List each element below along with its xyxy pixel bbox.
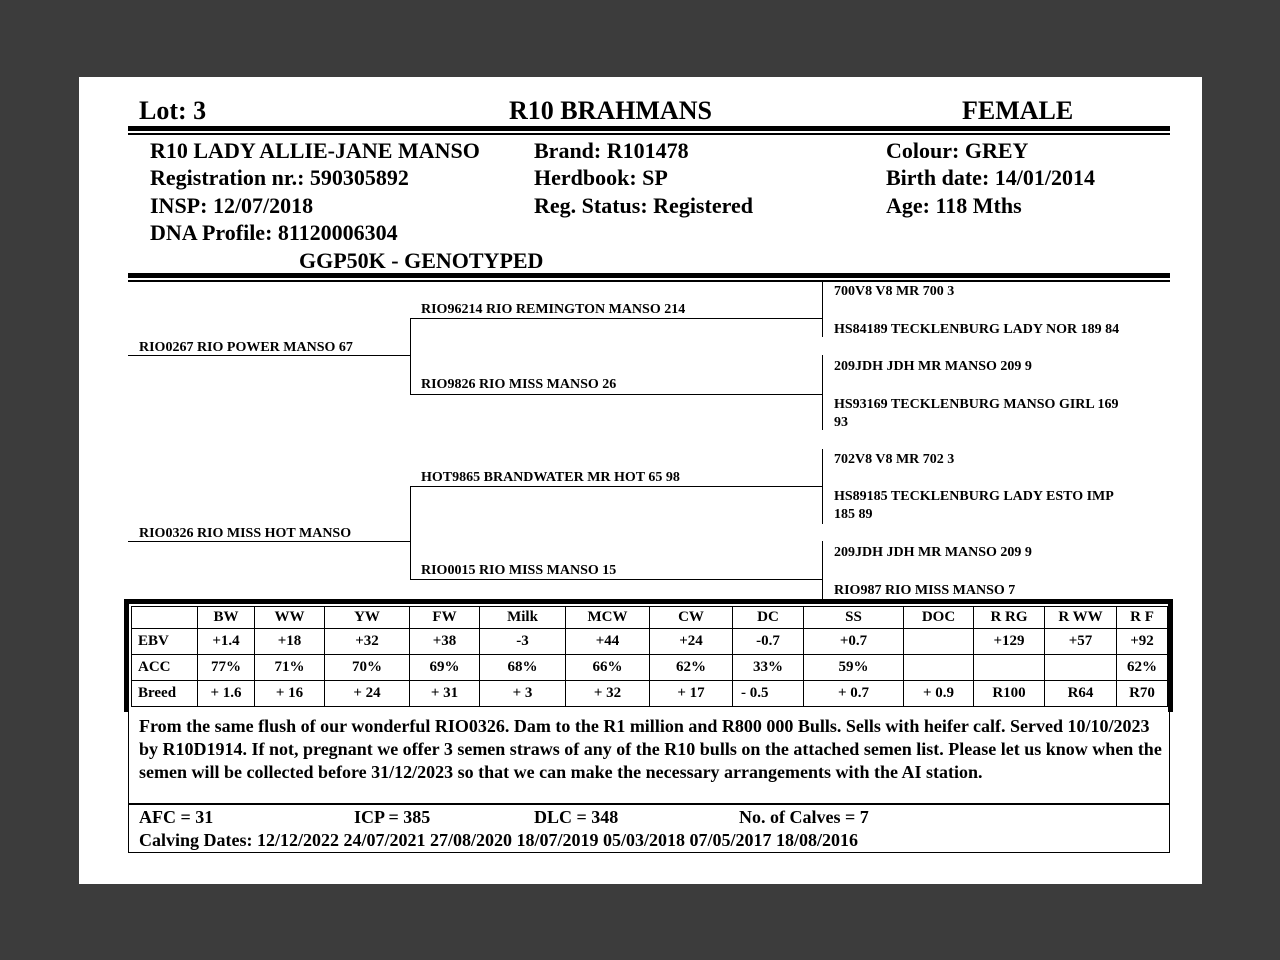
- icp: ICP = 385: [354, 807, 431, 827]
- genotype-status: GGP50K - GENOTYPED: [299, 248, 544, 273]
- lot-number: Lot: 3: [139, 96, 207, 125]
- ebv-cell: +32: [325, 629, 410, 655]
- catalogue-page: [79, 77, 1202, 884]
- ebv-column-header: DOC: [904, 607, 974, 629]
- pedigree-sire: RIO0267 RIO POWER MANSO 67: [139, 340, 353, 355]
- ebv-cell: 62%: [1117, 655, 1168, 681]
- ebv-column-header: [132, 607, 198, 629]
- ebv-cell: [1045, 655, 1117, 681]
- ebv-column-header: WW: [255, 607, 325, 629]
- pedigree-line: [822, 282, 823, 337]
- ebv-cell: - 0.5: [733, 681, 804, 707]
- inspection-date: INSP: 12/07/2018: [150, 193, 314, 218]
- ebv-cell: +57: [1045, 629, 1117, 655]
- stud-name: R10 BRAHMANS: [509, 96, 712, 125]
- ebv-header-row: [132, 607, 1168, 629]
- pedigree-ggp-8: RIO987 RIO MISS MANSO 7: [834, 583, 1016, 598]
- ebv-column-header: MCW: [566, 607, 650, 629]
- pedigree-ggp-4: HS93169 TECKLENBURG MANSO GIRL 169: [834, 397, 1119, 412]
- pedigree-line: [410, 394, 822, 395]
- ebv-cell: R70: [1117, 681, 1168, 707]
- pedigree-line: [128, 355, 410, 356]
- animal-name: R10 LADY ALLIE-JANE MANSO: [150, 138, 480, 163]
- ebv-cell: [904, 655, 974, 681]
- ebv-cell: +129: [974, 629, 1045, 655]
- ebv-cell: -0.7: [733, 629, 804, 655]
- pedigree-line: [410, 486, 411, 579]
- header-rule-thin: [128, 133, 1170, 135]
- calving-footer: [128, 804, 1170, 853]
- pedigree-line: [822, 541, 823, 601]
- ebv-column-header: R WW: [1045, 607, 1117, 629]
- ebv-column-header: R F: [1117, 607, 1168, 629]
- ebv-row-label: Breed: [132, 681, 198, 707]
- pedigree-sire-sire: RIO96214 RIO REMINGTON MANSO 214: [421, 302, 686, 317]
- ebv-top-rule: [124, 599, 1173, 604]
- ebv-row: [132, 655, 1168, 681]
- ebv-cell: R64: [1045, 681, 1117, 707]
- brand: Brand: R101478: [534, 138, 689, 163]
- pedigree-ggp-3: 209JDH JDH MR MANSO 209 9: [834, 359, 1032, 374]
- ebv-cell: +92: [1117, 629, 1168, 655]
- colour: Colour: GREY: [886, 138, 1029, 163]
- ebv-column-header: YW: [325, 607, 410, 629]
- ebv-cell: 70%: [325, 655, 410, 681]
- calving-dates: Calving Dates: 12/12/2022 24/07/2021 27/08/2020 18/07/2019 05/03/2018 07/05/2017 18/08/2016: [139, 830, 859, 850]
- ebv-cell: + 31: [410, 681, 480, 707]
- pedigree-ggp-4-cont: 93: [834, 415, 848, 430]
- pedigree-line: [410, 486, 822, 487]
- ebv-row-label: ACC: [132, 655, 198, 681]
- ebv-right-rule: [1168, 599, 1173, 712]
- pedigree-ggp-1: 700V8 V8 MR 700 3: [834, 284, 955, 299]
- info-rule-thick: [128, 273, 1170, 278]
- ebv-cell: 66%: [566, 655, 650, 681]
- ebv-column-header: BW: [198, 607, 255, 629]
- pedigree-dam-sire: HOT9865 BRANDWATER MR HOT 65 98: [421, 470, 680, 485]
- ebv-cell: [974, 655, 1045, 681]
- number-of-calves: No. of Calves = 7: [739, 807, 869, 827]
- pedigree-ggp-6-cont: 185 89: [834, 507, 873, 522]
- pedigree-line: [822, 449, 823, 524]
- ebv-cell: + 24: [325, 681, 410, 707]
- pedigree-ggp-7: 209JDH JDH MR MANSO 209 9: [834, 545, 1032, 560]
- pedigree-sire-dam: RIO9826 RIO MISS MANSO 26: [421, 377, 617, 392]
- ebv-cell: +24: [650, 629, 733, 655]
- ebv-cell: +38: [410, 629, 480, 655]
- ebv-row: [132, 681, 1168, 707]
- ebv-cell: +44: [566, 629, 650, 655]
- ebv-cell: [904, 629, 974, 655]
- pedigree-line: [410, 579, 822, 580]
- ebv-cell: 77%: [198, 655, 255, 681]
- lot-notes-box: [128, 712, 1170, 804]
- ebv-column-header: FW: [410, 607, 480, 629]
- pedigree-ggp-6: HS89185 TECKLENBURG LADY ESTO IMP: [834, 489, 1114, 504]
- ebv-row-label: EBV: [132, 629, 198, 655]
- ebv-cell: 62%: [650, 655, 733, 681]
- registration-status: Reg. Status: Registered: [534, 193, 753, 218]
- age: Age: 118 Mths: [886, 193, 1022, 218]
- ebv-cell: +0.7: [804, 629, 904, 655]
- ebv-cell: 69%: [410, 655, 480, 681]
- ebv-cell: R100: [974, 681, 1045, 707]
- pedigree-line: [128, 541, 410, 542]
- ebv-cell: +1.4: [198, 629, 255, 655]
- herdbook: Herdbook: SP: [534, 165, 668, 190]
- pedigree-line: [822, 355, 823, 430]
- ebv-column-header: R RG: [974, 607, 1045, 629]
- registration-number: Registration nr.: 590305892: [150, 165, 409, 190]
- ebv-cell: 71%: [255, 655, 325, 681]
- ebv-cell: 33%: [733, 655, 804, 681]
- ebv-column-header: CW: [650, 607, 733, 629]
- ebv-cell: + 3: [480, 681, 566, 707]
- ebv-cell: -3: [480, 629, 566, 655]
- afc: AFC = 31: [139, 807, 214, 827]
- ebv-column-header: Milk: [480, 607, 566, 629]
- birth-date: Birth date: 14/01/2014: [886, 165, 1095, 190]
- pedigree-ggp-5: 702V8 V8 MR 702 3: [834, 452, 955, 467]
- ebv-cell: +18: [255, 629, 325, 655]
- sex-label: FEMALE: [962, 96, 1074, 125]
- ebv-cell: 68%: [480, 655, 566, 681]
- info-rule-thin: [128, 280, 1170, 282]
- pedigree-dam-dam: RIO0015 RIO MISS MANSO 15: [421, 563, 617, 578]
- ebv-cell: + 0.7: [804, 681, 904, 707]
- ebv-row: [132, 629, 1168, 655]
- pedigree-ggp-2: HS84189 TECKLENBURG LADY NOR 189 84: [834, 322, 1120, 337]
- header-rule-thick: [128, 126, 1170, 131]
- ebv-cell: + 1.6: [198, 681, 255, 707]
- ebv-column-header: SS: [804, 607, 904, 629]
- ebv-left-rule: [124, 599, 129, 712]
- dlc: DLC = 348: [534, 807, 619, 827]
- pedigree-dam: RIO0326 RIO MISS HOT MANSO: [139, 526, 352, 541]
- ebv-cell: + 17: [650, 681, 733, 707]
- pedigree-line: [410, 318, 411, 394]
- ebv-table: [131, 606, 1168, 707]
- ebv-cell: + 16: [255, 681, 325, 707]
- pedigree-line: [410, 318, 822, 319]
- dna-profile: DNA Profile: 81120006304: [150, 220, 398, 245]
- lot-notes: From the same flush of our wonderful RIO0326. Dam to the R1 million and R800 000 Bulls. Sells with heifer calf. Served 10/10/2023 by R10D1914. If not, pregnant we offer 3 semen straws of any of the R10 bulls on the attached semen list. Please let us know when the semen will be collected before 31/12/2023 so that we can make the necessary arrangements with the AI station.: [139, 716, 1162, 782]
- ebv-column-header: DC: [733, 607, 804, 629]
- ebv-cell: + 32: [566, 681, 650, 707]
- ebv-cell: + 0.9: [904, 681, 974, 707]
- ebv-cell: 59%: [804, 655, 904, 681]
